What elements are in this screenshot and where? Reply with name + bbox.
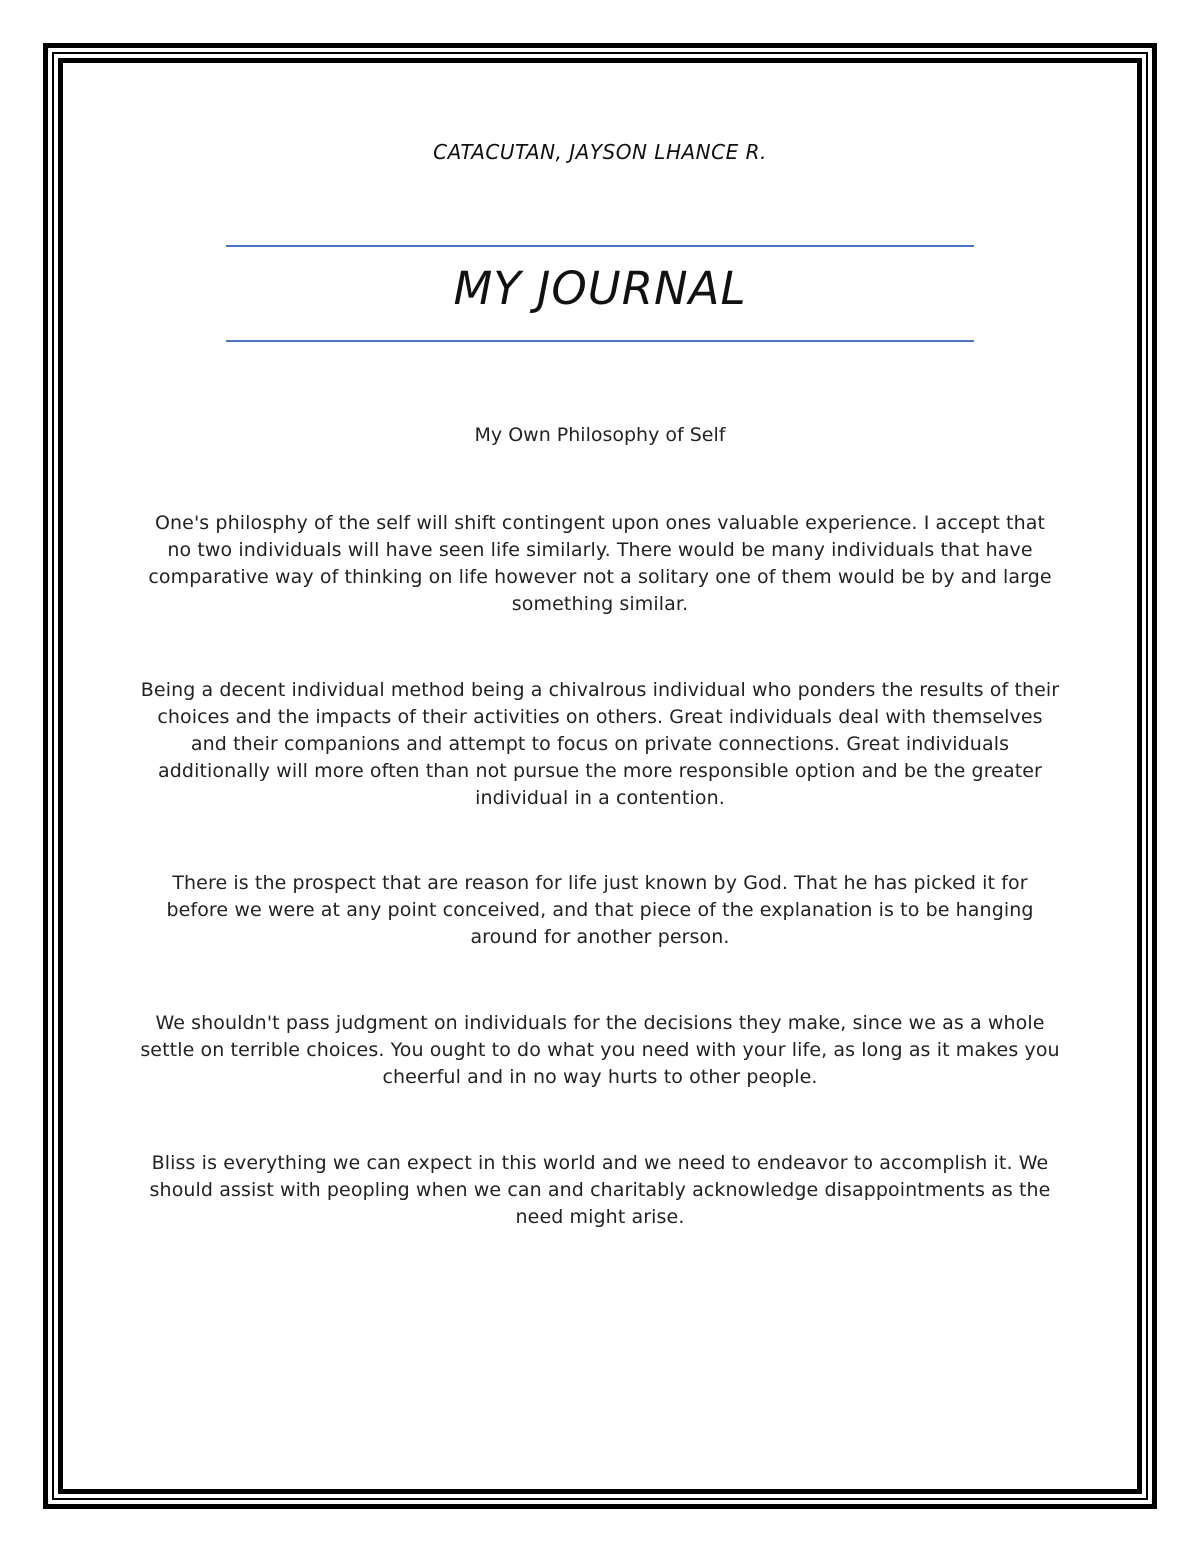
title-rule-bottom (226, 340, 974, 342)
section-heading: My Own Philosophy of Self (474, 424, 726, 446)
paragraph-5: Bliss is everything we can expect in this world and we need to endeavor to accomplish it. We should assist with peopling when we can and charitably acknowledge disappointments as the need might arise. (149, 1152, 1051, 1228)
title-rule-top (226, 245, 974, 247)
author-name: CATACUTAN, JAYSON LHANCE R. (433, 140, 767, 164)
page-title: MY JOURNAL (453, 262, 747, 315)
paragraph-2: Being a decent individual method being a chivalrous individual who ponders the results of their choices and the impacts of their activities on others. Great individuals deal with themselves and their companions and attempt to focus on private connections. Great individuals additionally will more often than not pursue the more responsible option and be the greater individual in a contention. (140, 679, 1060, 809)
paragraph-1: One's philosphy of the self will shift contingent upon ones valuable experience. I accept that no two individuals will have seen life similarly. There would be many individuals that have comparative way of thinking on life however not a solitary one of them would be by and large something similar. (148, 512, 1052, 615)
paragraph-4: We shouldn't pass judgment on individuals for the decisions they make, since we as a whole settle on terrible choices. You ought to do what you need with your life, as long as it makes you cheerful and in no way hurts to other people. (140, 1012, 1060, 1088)
paragraph-3: There is the prospect that are reason for life just known by God. That he has picked it for before we were at any point conceived, and that piece of the explanation is to be hanging around for another person. (166, 872, 1034, 948)
